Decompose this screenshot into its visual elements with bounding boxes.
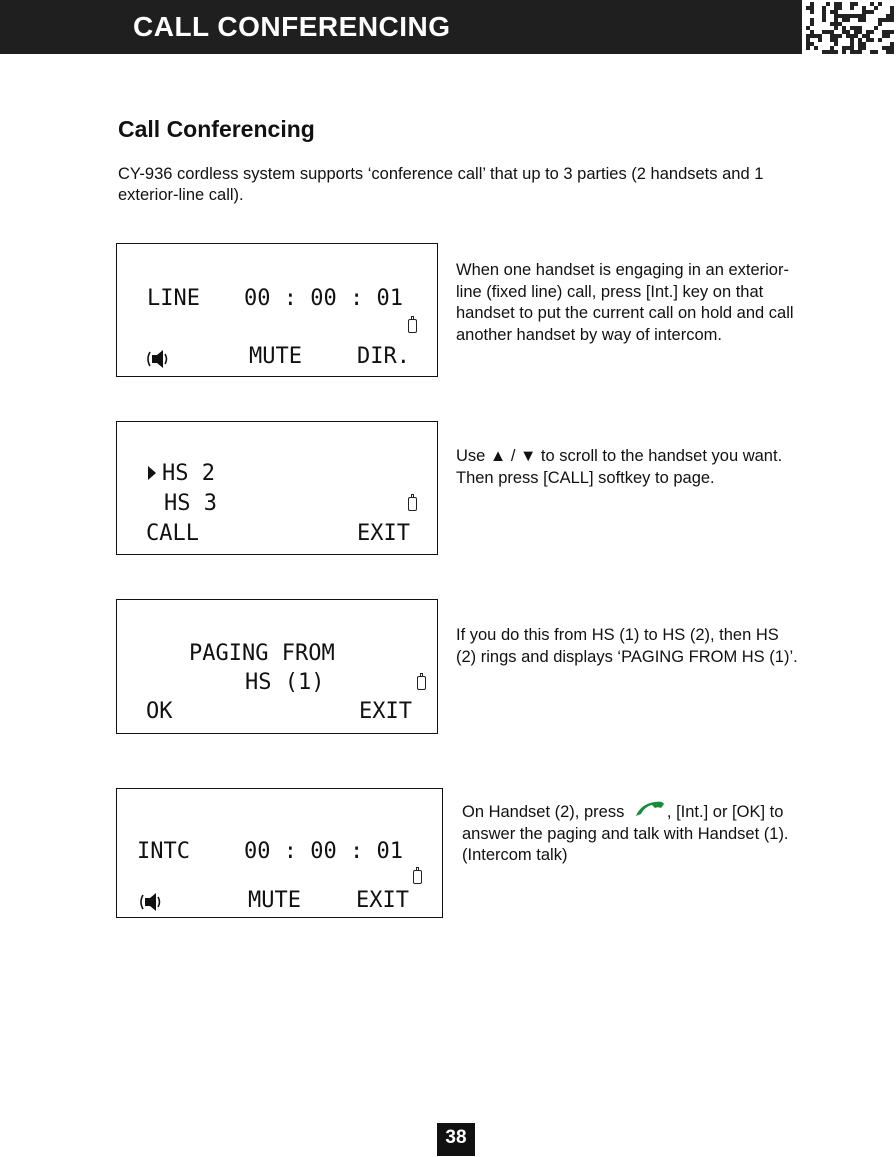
lcd-call-timer: 00 : 00 : 01 <box>244 839 403 864</box>
softkey-mute: MUTE <box>248 888 301 913</box>
qr-pattern-graphic <box>806 2 894 54</box>
screen-2-description-line-2: Then press [CALL] softkey to page. <box>456 468 715 487</box>
screen-2-description-line-1: Use ▲ / ▼ to scroll to the handset you want. <box>456 447 783 465</box>
page-title: Call Conferencing <box>118 116 315 142</box>
lcd-call-timer: 00 : 00 : 01 <box>244 286 403 311</box>
phone-talk-icon <box>633 799 667 819</box>
screen-2-description <box>456 446 796 489</box>
lcd-screen-line-call <box>116 243 438 377</box>
lcd-screen-paging <box>116 599 438 734</box>
speaker-icon <box>139 890 165 914</box>
lcd-screen-intercom <box>116 788 443 918</box>
softkey-ok: OK <box>146 699 173 724</box>
lcd-item-hs2: HS 2 <box>162 461 215 486</box>
softkey-call: CALL <box>146 521 199 546</box>
screen-3-description: If you do this from HS (1) to HS (2), then HS (2) rings and displays ‘PAGING FROM HS (1)’. <box>456 626 798 666</box>
screen-4-description-end: , [Int.] or [OK] to answer the paging and talk with Handset (1). (Intercom talk) <box>462 803 789 864</box>
lcd-item-hs3: HS 3 <box>164 491 217 516</box>
lcd-line-label: LINE <box>147 286 200 311</box>
softkey-dir: DIR. <box>357 344 410 369</box>
softkey-mute: MUTE <box>249 344 302 369</box>
lcd-screen-handset-select <box>116 421 438 555</box>
lcd-paging-handset: HS (1) <box>245 670 325 695</box>
speaker-icon <box>146 347 172 371</box>
battery-icon <box>417 676 426 690</box>
battery-icon <box>408 319 417 333</box>
softkey-exit: EXIT <box>359 699 412 724</box>
screen-4-description-start: On Handset (2), press <box>462 803 625 821</box>
header-title: CALL CONFERENCING <box>133 11 451 42</box>
lcd-paging-from: PAGING FROM <box>189 641 335 666</box>
battery-icon <box>413 870 422 884</box>
intro-text: CY-936 cordless system supports ‘conference call’ that up to 3 parties (2 handsets and 1 exterior-line call). <box>118 165 764 204</box>
screen-1-description: When one handset is engaging in an exterior-line (fixed line) call, press [Int.] key on that handset to put the current call on hold and call another handset by way of intercom. <box>456 261 794 344</box>
page-number: 38 <box>437 1123 475 1156</box>
screen-4-description <box>462 799 802 867</box>
lcd-intc-label: INTC <box>137 839 190 864</box>
battery-icon <box>408 497 417 511</box>
softkey-exit: EXIT <box>356 888 409 913</box>
selection-arrow-icon <box>147 465 157 481</box>
softkey-exit: EXIT <box>357 521 410 546</box>
